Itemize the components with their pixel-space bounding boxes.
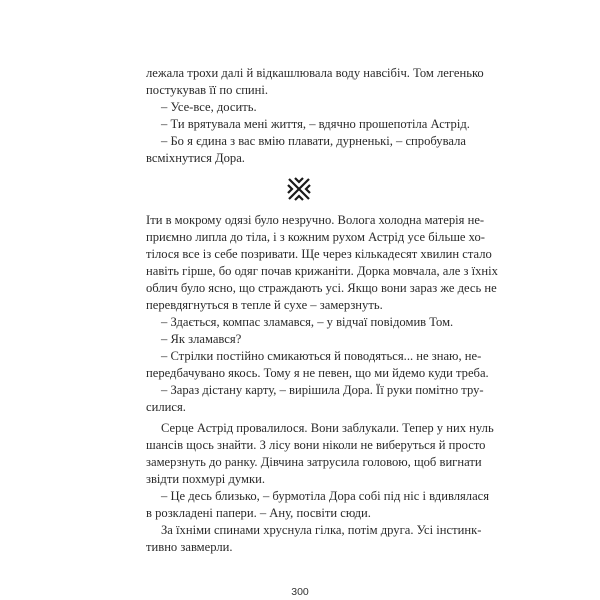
- text-line: лежала трохи далі й відкашлювала воду навсібіч. Том легенько: [146, 66, 484, 80]
- text-line: облич було ясно, що страждають усі. Якщо вони зараз же десь не: [146, 281, 497, 295]
- text-line: – Усе-все, досить.: [161, 100, 257, 114]
- text-line: – Бо я єдина з вас вмію плавати, дурненькі, – спробувала: [161, 134, 466, 148]
- text-line: шансів щось знайти. З лісу вони ніколи не виберуться й просто: [146, 438, 486, 452]
- section-break-ornament-icon: [286, 176, 312, 202]
- text-line: перевдягнуться в тепле й сухе – замерзнуть.: [146, 298, 383, 312]
- text-line: замерзнуть до ранку. Дівчина затрусила головою, щоб вигнати: [146, 455, 482, 469]
- text-line: тілося все із себе позривати. Ще через кількадесят хвилин стало: [146, 247, 492, 261]
- text-line: – Як зламався?: [161, 332, 242, 346]
- text-line: приємно липла до тіла, і з кожним рухом Астрід усе більше хо-: [146, 230, 485, 244]
- text-line: в розкладені папери. – Ану, посвіти сюди.: [146, 506, 371, 520]
- text-block-1: [146, 65, 484, 167]
- text-line: звідти похмурі думки.: [146, 472, 265, 486]
- text-line: За їхніми спинами хруснула гілка, потім друга. Усі інстинк-: [161, 523, 482, 537]
- text-line: – Зараз дістану карту, – вирішила Дора. Її руки помітно тру-: [161, 383, 484, 397]
- text-line: силися.: [146, 400, 186, 414]
- text-line: Серце Астрід провалилося. Вони заблукали. Тепер у них нуль: [161, 421, 494, 435]
- text-line: Іти в мокрому одязі було незручно. Волога холодна матерія не-: [146, 213, 485, 227]
- text-line: – Здається, компас зламався, – у відчаї повідомив Том.: [161, 315, 454, 329]
- text-block-2: [146, 212, 498, 416]
- text-line: тивно завмерли.: [146, 540, 233, 554]
- text-line: – Ти врятувала мені життя, – вдячно прошепотіла Астрід.: [161, 117, 470, 131]
- text-block-3: [146, 420, 494, 556]
- page-number: 300: [291, 586, 309, 598]
- text-line: передбачувано якось. Тому я не певен, що ми йдемо куди треба.: [146, 366, 489, 380]
- text-line: всміхнутися Дора.: [146, 151, 245, 165]
- text-line: постукував її по спині.: [146, 83, 269, 97]
- text-line: – Це десь близько, – бурмотіла Дора собі під ніс і вдивлялася: [161, 489, 490, 503]
- text-line: навіть гірше, бо одяг почав крижаніти. Дорка мовчала, але з їхніх: [146, 264, 498, 278]
- text-line: – Стрілки постійно смикаються й поводяться... не знаю, не-: [161, 349, 482, 363]
